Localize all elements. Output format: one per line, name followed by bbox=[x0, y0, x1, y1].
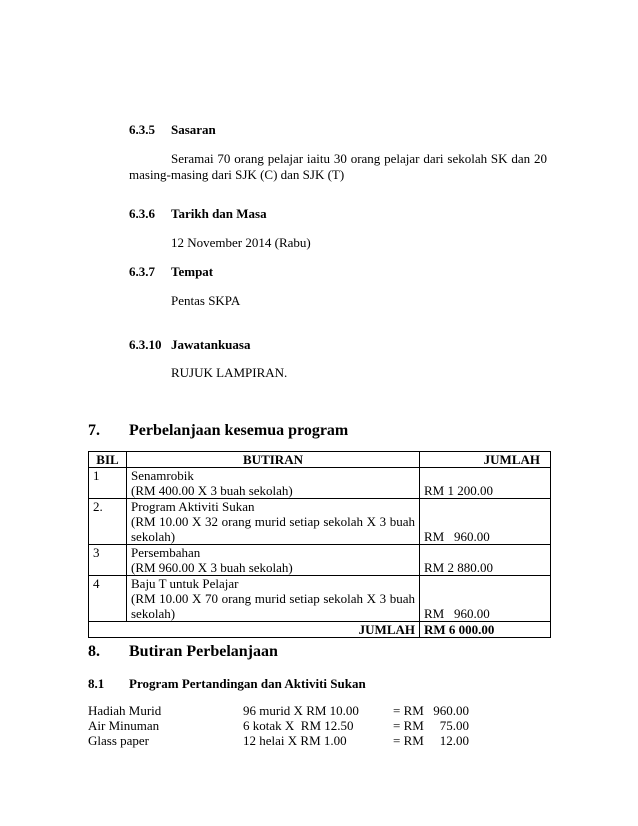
section-635-text-line2: masing-masing dari SJK (C) dan SJK (T) bbox=[129, 167, 345, 182]
row-jumlah: RM 960.00 bbox=[420, 576, 551, 622]
row-butiran bbox=[127, 545, 420, 576]
section-635-text-line1: Seramai 70 orang pelajar iaitu 30 orang pelajar dari sekolah SK dan 20 bbox=[171, 151, 547, 166]
section-8-number: 8. bbox=[88, 643, 100, 660]
section-6310-text: RUJUK LAMPIRAN. bbox=[171, 365, 288, 380]
row-butiran bbox=[127, 468, 420, 499]
section-635-title: Sasaran bbox=[171, 122, 216, 137]
section-636-number: 6.3.6 bbox=[129, 206, 155, 221]
section-7-title: Perbelanjaan kesemua program bbox=[129, 422, 349, 439]
item-value-row bbox=[393, 733, 469, 749]
section-637-number: 6.3.7 bbox=[129, 264, 155, 279]
item-calc: 6 kotak X RM 12.50 bbox=[243, 718, 354, 733]
item-name: Hadiah Murid bbox=[88, 703, 162, 718]
item-value-row bbox=[393, 718, 469, 734]
section-6310-title: Jawatankuasa bbox=[171, 337, 251, 352]
row-bil: 4 bbox=[89, 576, 127, 622]
row-butiran bbox=[127, 576, 420, 622]
section-7-number: 7. bbox=[88, 422, 100, 439]
table-row bbox=[89, 576, 551, 622]
section-636-title: Tarikh dan Masa bbox=[171, 206, 267, 221]
section-8-title: Butiran Perbelanjaan bbox=[129, 643, 278, 660]
butiran-line: sekolah) bbox=[131, 529, 176, 544]
item-calc: 96 murid X RM 10.00 bbox=[243, 703, 359, 718]
item-value-row bbox=[393, 703, 469, 719]
expense-table bbox=[88, 451, 551, 638]
section-81-number: 8.1 bbox=[88, 676, 105, 691]
row-jumlah: RM 2 880.00 bbox=[420, 545, 551, 576]
row-bil: 2. bbox=[89, 499, 127, 545]
item-value: 12.00 bbox=[439, 733, 469, 748]
butiran-line: Persembahan bbox=[131, 545, 201, 560]
item-value: 960.00 bbox=[433, 703, 469, 718]
section-636-text: 12 November 2014 (Rabu) bbox=[171, 235, 311, 250]
table-row bbox=[89, 499, 551, 545]
butiran-line: (RM 400.00 X 3 buah sekolah) bbox=[131, 483, 293, 498]
row-bil: 1 bbox=[89, 468, 127, 499]
header-bil: BIL bbox=[89, 452, 127, 468]
butiran-line: sekolah) bbox=[131, 606, 176, 621]
butiran-line: Baju T untuk Pelajar bbox=[131, 576, 239, 591]
item-eq: = RM bbox=[393, 733, 424, 748]
section-635-number: 6.3.5 bbox=[129, 122, 155, 137]
butiran-line: (RM 10.00 X 32 orang murid setiap sekolah X 3 buah bbox=[131, 514, 415, 529]
row-jumlah: RM 1 200.00 bbox=[420, 468, 551, 499]
butiran-line: Senamrobik bbox=[131, 468, 194, 483]
row-butiran bbox=[127, 499, 420, 545]
row-jumlah: RM 960.00 bbox=[420, 499, 551, 545]
table-total-row bbox=[89, 622, 551, 638]
row-bil: 3 bbox=[89, 545, 127, 576]
table-row bbox=[89, 468, 551, 499]
butiran-line: Program Aktiviti Sukan bbox=[131, 499, 255, 514]
total-value: RM 6 000.00 bbox=[420, 622, 551, 638]
section-637-title: Tempat bbox=[171, 264, 214, 279]
total-label: JUMLAH bbox=[89, 622, 420, 638]
item-eq: = RM bbox=[393, 718, 424, 733]
item-name: Glass paper bbox=[88, 733, 150, 748]
item-value: 75.00 bbox=[439, 718, 469, 733]
section-81-title: Program Pertandingan dan Aktiviti Sukan bbox=[129, 676, 366, 691]
item-name: Air Minuman bbox=[88, 718, 160, 733]
item-eq: = RM bbox=[393, 703, 424, 718]
table-header-row bbox=[89, 452, 551, 468]
table-row bbox=[89, 545, 551, 576]
header-butiran: BUTIRAN bbox=[127, 452, 420, 468]
butiran-line: (RM 960.00 X 3 buah sekolah) bbox=[131, 560, 293, 575]
section-6310-number: 6.3.10 bbox=[129, 337, 162, 352]
item-calc: 12 helai X RM 1.00 bbox=[243, 733, 347, 748]
section-637-text: Pentas SKPA bbox=[171, 293, 241, 308]
header-jumlah: JUMLAH bbox=[420, 452, 551, 468]
butiran-line: (RM 10.00 X 70 orang murid setiap sekolah X 3 buah bbox=[131, 591, 415, 606]
